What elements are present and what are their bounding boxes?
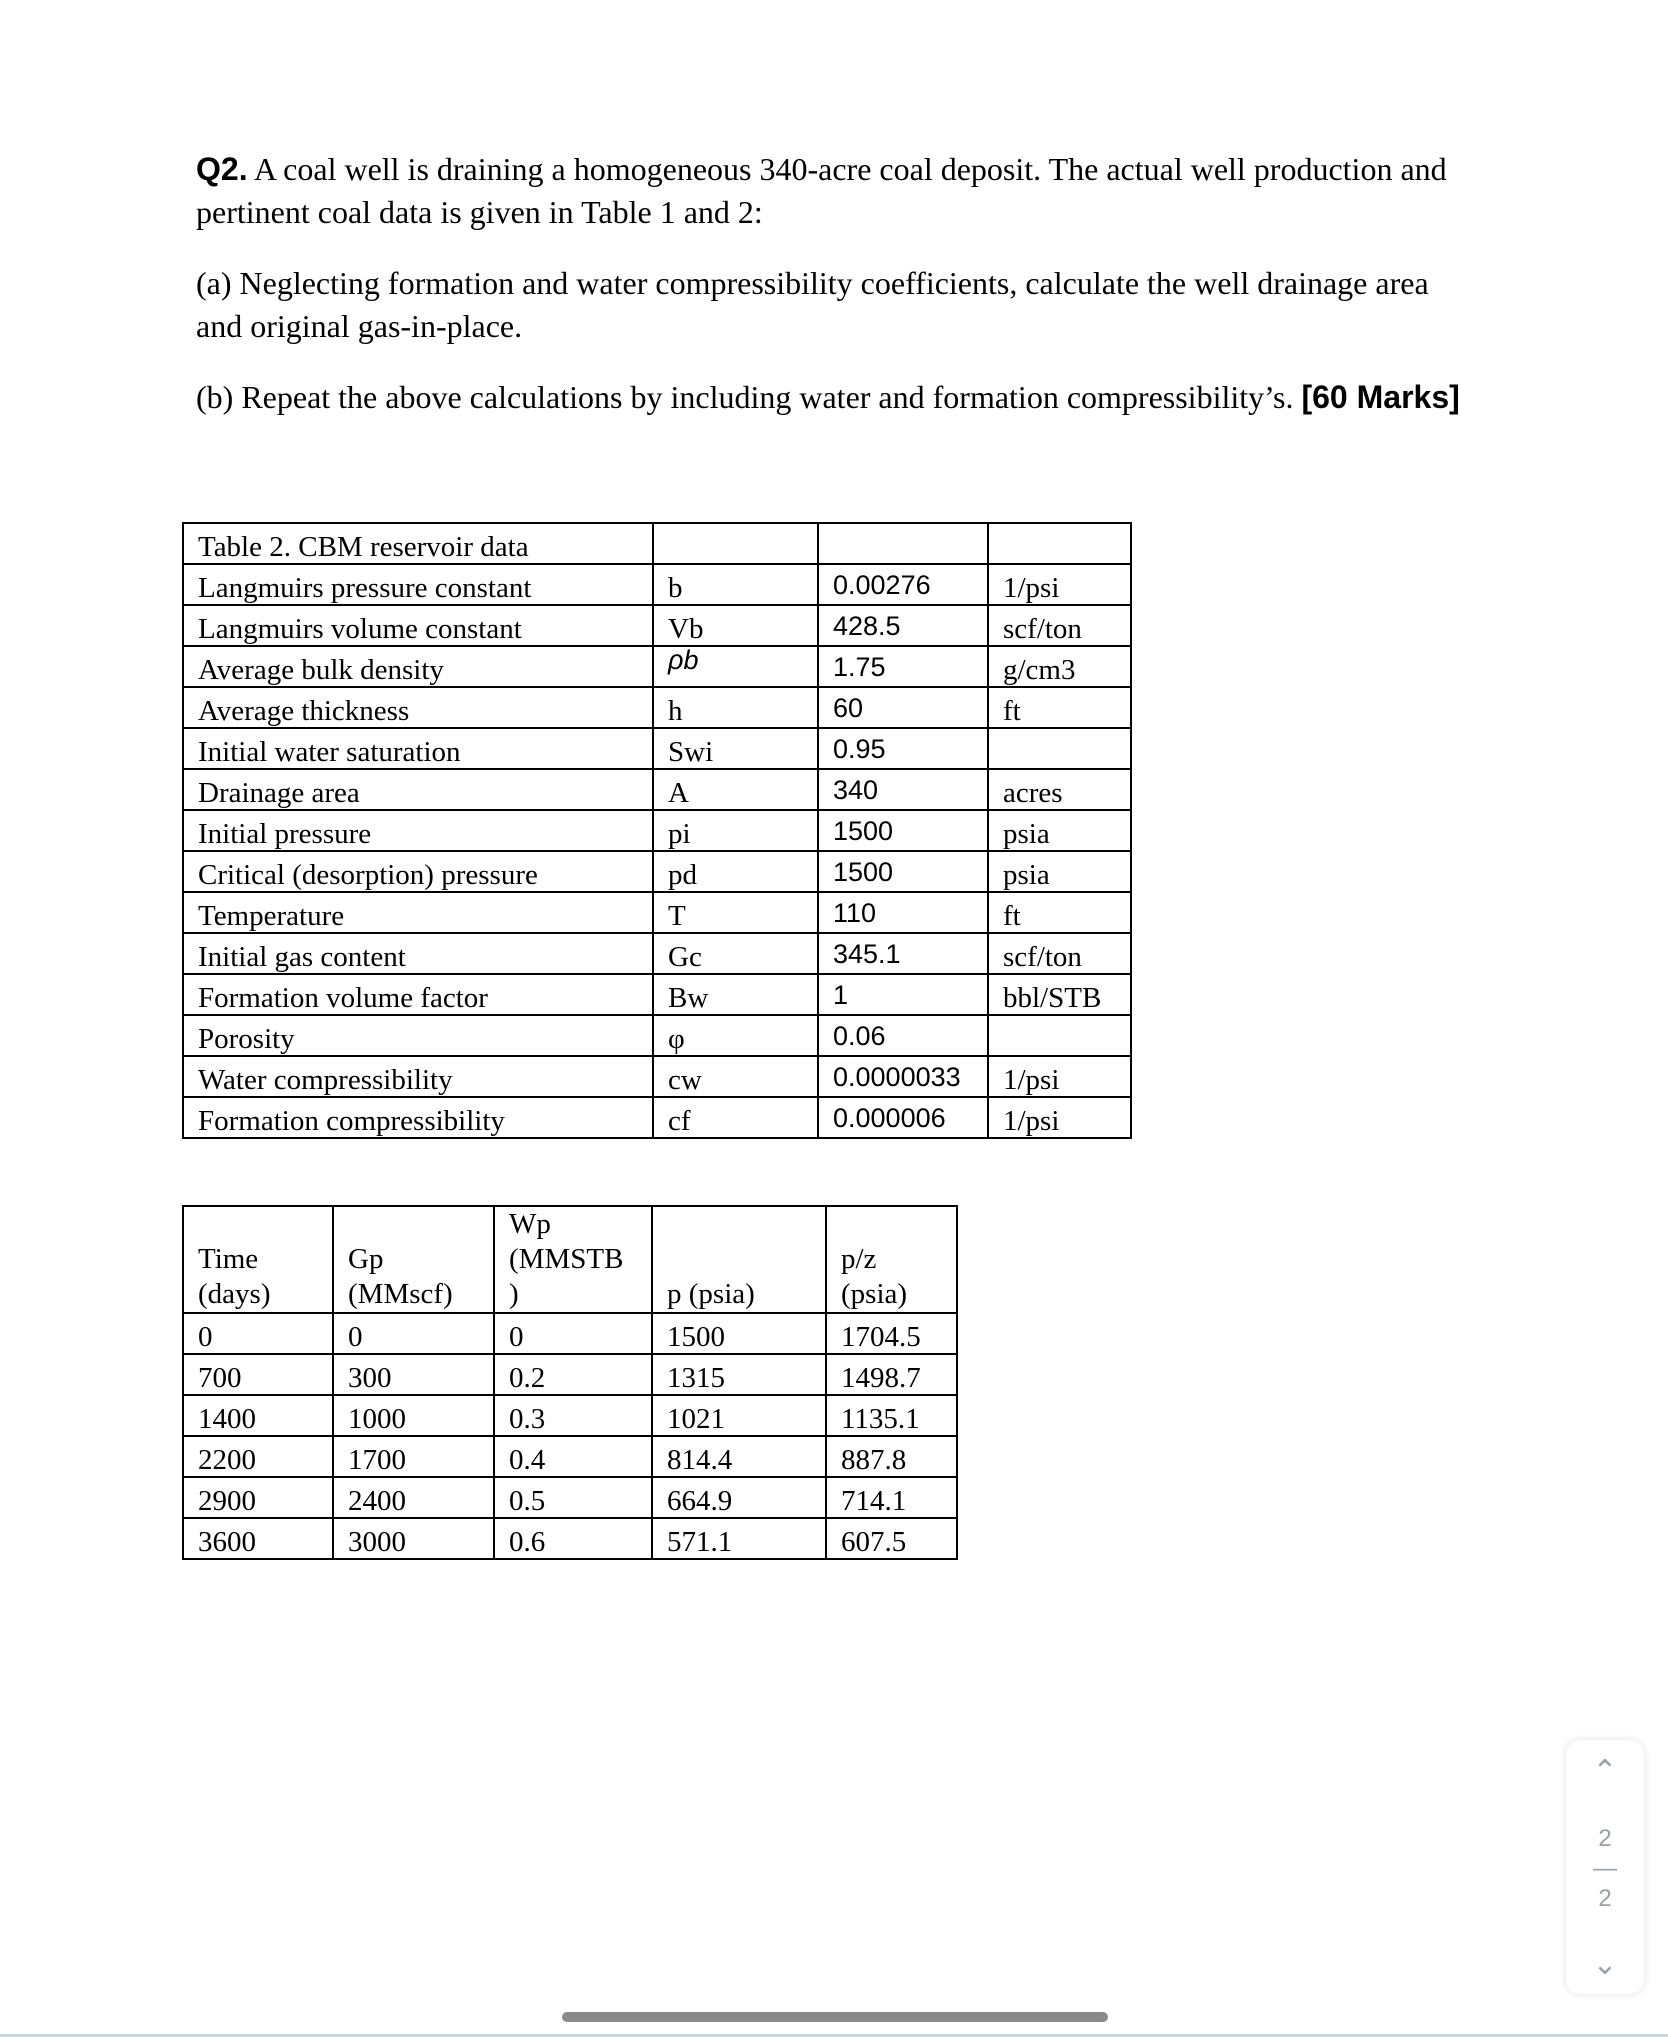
current-page: 2	[1598, 1825, 1612, 1852]
table-cell: 714.1	[826, 1477, 957, 1518]
row-name: Average thickness	[183, 687, 653, 728]
row-value: 1.75	[818, 646, 988, 687]
row-name: Initial gas content	[183, 933, 653, 974]
row-symbol: pd	[653, 851, 818, 892]
header-p: p (psia)	[652, 1206, 826, 1313]
table-cell: 1000	[333, 1395, 494, 1436]
table-cell: 2900	[183, 1477, 333, 1518]
page-separator: —	[1593, 1855, 1617, 1882]
row-symbol: A	[653, 769, 818, 810]
marks-label: [60 Marks]	[1301, 379, 1460, 415]
row-symbol: cf	[653, 1097, 818, 1138]
table-cell: 0.2	[494, 1354, 652, 1395]
row-value: 340	[818, 769, 988, 810]
header-time: Time (days)	[183, 1206, 333, 1313]
table-row	[183, 933, 1131, 974]
total-pages: 2	[1598, 1885, 1612, 1912]
table-row	[183, 1056, 1131, 1097]
row-symbol: b	[653, 564, 818, 605]
table-cell: 0	[183, 1313, 333, 1354]
row-name: Langmuirs pressure constant	[183, 564, 653, 605]
table-cell: 0.6	[494, 1518, 652, 1559]
table-row	[183, 1097, 1131, 1138]
row-unit: g/cm3	[988, 646, 1131, 687]
row-symbol: cw	[653, 1056, 818, 1097]
question-intro-text: A coal well is draining a homogeneous 340-acre coal deposit. The actual well production and pertinent coal data is given in Table 1 and 2:	[196, 151, 1447, 230]
row-symbol: Gc	[653, 933, 818, 974]
row-value: 428.5	[818, 605, 988, 646]
table-cell: 887.8	[826, 1436, 957, 1477]
table-cell: 571.1	[652, 1518, 826, 1559]
row-name: Porosity	[183, 1015, 653, 1056]
row-unit: 1/psi	[988, 564, 1131, 605]
table-cell: 1315	[652, 1354, 826, 1395]
table-cell: 1700	[333, 1436, 494, 1477]
row-name: Average bulk density	[183, 646, 653, 687]
chevron-up-icon[interactable]: ⌃	[1592, 1755, 1618, 1788]
row-value: 0.95	[818, 728, 988, 769]
table-row	[183, 646, 1131, 687]
row-value: 110	[818, 892, 988, 933]
row-unit: ft	[988, 687, 1131, 728]
table-row	[183, 728, 1131, 769]
row-symbol: φ	[653, 1015, 818, 1056]
chevron-down-icon[interactable]: ⌄	[1592, 1948, 1618, 1981]
header-pz: p/z (psia)	[826, 1206, 957, 1313]
row-value: 0.06	[818, 1015, 988, 1056]
row-name: Formation volume factor	[183, 974, 653, 1015]
question-part-b	[196, 376, 1476, 419]
table-cell: 3600	[183, 1518, 333, 1559]
row-unit: 1/psi	[988, 1056, 1131, 1097]
table-title: Table 2. CBM reservoir data	[183, 523, 653, 564]
row-symbol: ρb	[653, 646, 818, 687]
table-cell: 2400	[333, 1477, 494, 1518]
row-symbol: Vb	[653, 605, 818, 646]
table-row	[183, 1518, 957, 1559]
row-name: Drainage area	[183, 769, 653, 810]
table-cell: 0.4	[494, 1436, 652, 1477]
table-cell: 607.5	[826, 1518, 957, 1559]
row-symbol: h	[653, 687, 818, 728]
cbm-reservoir-data-table	[182, 522, 1132, 1139]
table-row	[183, 810, 1131, 851]
table-title-row	[183, 523, 1131, 564]
table-header-row	[183, 1206, 957, 1313]
row-unit	[988, 728, 1131, 769]
table-cell: 1704.5	[826, 1313, 957, 1354]
question-part-b-text: (b) Repeat the above calculations by including water and formation compressibility’s.	[196, 379, 1294, 415]
page-indicator	[1566, 1824, 1644, 1914]
row-value: 0.00276	[818, 564, 988, 605]
table-row	[183, 564, 1131, 605]
table-cell: 814.4	[652, 1436, 826, 1477]
table-row	[183, 1015, 1131, 1056]
row-value: 1500	[818, 851, 988, 892]
row-unit: scf/ton	[988, 933, 1131, 974]
table-cell: 1400	[183, 1395, 333, 1436]
table-cell: 1135.1	[826, 1395, 957, 1436]
table-cell: 300	[333, 1354, 494, 1395]
table-row	[183, 1477, 957, 1518]
table-row	[183, 1436, 957, 1477]
row-value: 1	[818, 974, 988, 1015]
table-row	[183, 605, 1131, 646]
table-cell: 2200	[183, 1436, 333, 1477]
table-cell: 1500	[652, 1313, 826, 1354]
well-production-table	[182, 1205, 958, 1560]
horizontal-scrollbar[interactable]	[562, 2012, 1108, 2022]
row-value: 345.1	[818, 933, 988, 974]
table-cell: 664.9	[652, 1477, 826, 1518]
table-cell: 1498.7	[826, 1354, 957, 1395]
table-row	[183, 892, 1131, 933]
table-cell: 0.5	[494, 1477, 652, 1518]
row-unit: acres	[988, 769, 1131, 810]
table-cell: 1021	[652, 1395, 826, 1436]
row-name: Initial pressure	[183, 810, 653, 851]
table-cell: 0.3	[494, 1395, 652, 1436]
table-row	[183, 1354, 957, 1395]
row-name: Temperature	[183, 892, 653, 933]
table-row	[183, 1395, 957, 1436]
row-unit: bbl/STB	[988, 974, 1131, 1015]
row-value: 60	[818, 687, 988, 728]
table-cell: 700	[183, 1354, 333, 1395]
row-symbol: T	[653, 892, 818, 933]
row-value: 0.0000033	[818, 1056, 988, 1097]
row-unit: psia	[988, 851, 1131, 892]
row-name: Initial water saturation	[183, 728, 653, 769]
row-value: 0.000006	[818, 1097, 988, 1138]
question-intro	[196, 148, 1476, 234]
table-cell: 0	[333, 1313, 494, 1354]
table-cell: 0	[494, 1313, 652, 1354]
table-row	[183, 769, 1131, 810]
row-unit: 1/psi	[988, 1097, 1131, 1138]
row-name: Formation compressibility	[183, 1097, 653, 1138]
row-unit	[988, 1015, 1131, 1056]
row-unit: scf/ton	[988, 605, 1131, 646]
row-unit: psia	[988, 810, 1131, 851]
table-row	[183, 1313, 957, 1354]
row-symbol: pi	[653, 810, 818, 851]
row-symbol: Bw	[653, 974, 818, 1015]
row-symbol: Swi	[653, 728, 818, 769]
question-label: Q2.	[196, 151, 248, 187]
row-value: 1500	[818, 810, 988, 851]
header-gp: Gp (MMscf)	[333, 1206, 494, 1313]
table-cell: 3000	[333, 1518, 494, 1559]
table-row	[183, 851, 1131, 892]
question-part-a: (a) Neglecting formation and water compressibility coefficients, calculate the well drainage area and original gas-in-place.	[196, 265, 1429, 344]
row-name: Langmuirs volume constant	[183, 605, 653, 646]
row-name: Critical (desorption) pressure	[183, 851, 653, 892]
header-wp: Wp (MMSTB )	[494, 1206, 652, 1313]
row-unit: ft	[988, 892, 1131, 933]
row-name: Water compressibility	[183, 1056, 653, 1097]
table-row	[183, 974, 1131, 1015]
page-navigator	[1566, 1740, 1644, 1994]
table-row	[183, 687, 1131, 728]
